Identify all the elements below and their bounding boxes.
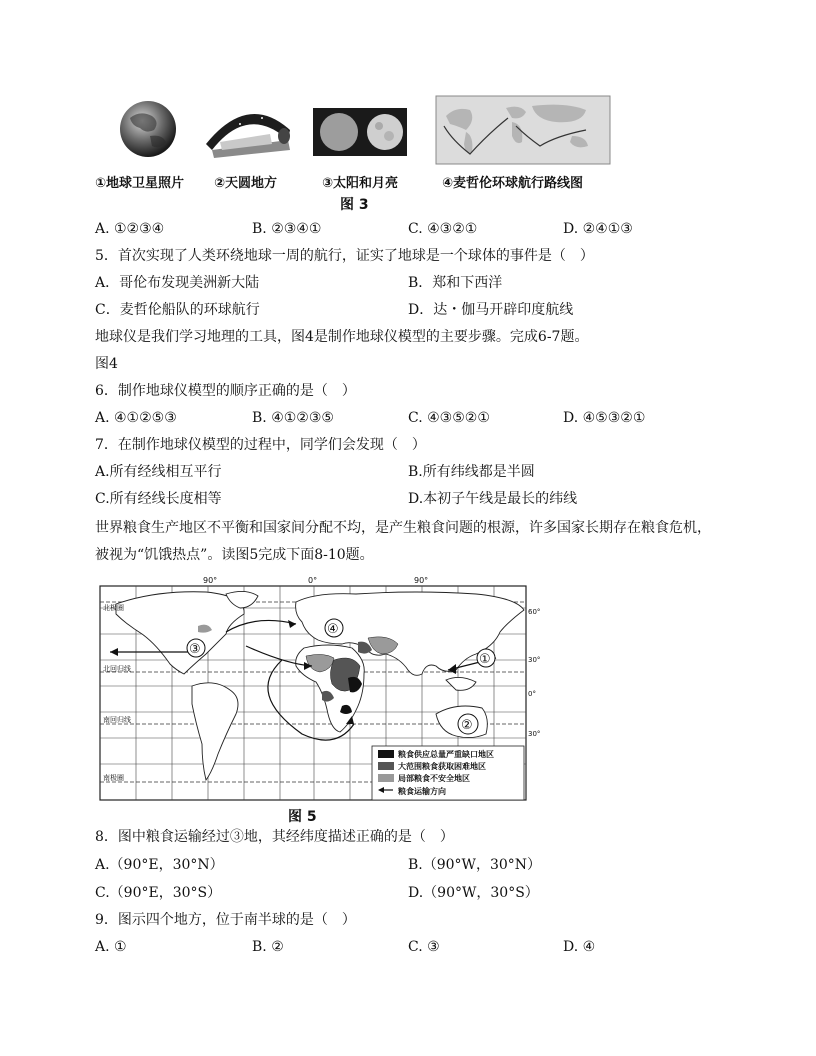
map-right-label-60: 60° xyxy=(528,608,541,616)
q8-option-b: B.（90°W，30°N） xyxy=(408,857,542,873)
label-tropic-cancer: 北回归线 xyxy=(103,665,131,673)
marker-3: ③ xyxy=(189,642,201,657)
legend-local-label: 局部粮食不安全地区 xyxy=(398,774,470,783)
label-arctic-circle: 北极圈 xyxy=(103,604,124,612)
map-top-label-0: 0° xyxy=(308,576,318,585)
q6-option-b: B. ④①②③⑤ xyxy=(252,410,334,426)
q6-option-d: D. ④⑤③②① xyxy=(563,410,646,426)
legend-swatch-severe xyxy=(378,750,394,758)
q9-option-c: C. ③ xyxy=(408,939,440,955)
q4-option-c: C. ④③②① xyxy=(408,221,478,237)
figure-3-caption-3: ③太阳和月亮 xyxy=(322,176,399,191)
map-right-label-30s: 30° xyxy=(528,730,541,738)
legend-swatch-local xyxy=(378,774,394,782)
q7-stem: 7．在制作地球仪模型的过程中，同学们会发现（ ） xyxy=(95,437,426,453)
q4-option-d: D. ②④①③ xyxy=(563,221,633,237)
map-right-label-0: 0° xyxy=(528,690,536,698)
map-top-label-90w: 90° xyxy=(203,576,218,585)
intro-8-10-line-2: 被视为“饥饿热点”。读图5完成下面8-10题。 xyxy=(95,547,374,563)
q5-option-d: D．达・伽马开辟印度航线 xyxy=(408,302,574,318)
q9-option-d: D. ④ xyxy=(563,939,596,955)
tianyuan-difang-image xyxy=(200,100,296,158)
q5-option-a: A．哥伦布发现美洲新大陆 xyxy=(95,275,260,291)
label-antarctic-circle: 南极圈 xyxy=(103,774,124,782)
q9-option-b: B. ② xyxy=(252,939,284,955)
earth-photo-image xyxy=(110,100,186,158)
map-legend xyxy=(372,746,524,800)
figure-3-label: 图 3 xyxy=(340,197,369,213)
figure-4-label: 图4 xyxy=(95,356,118,372)
legend-wide-label: 大范围粮食获取困难地区 xyxy=(398,762,486,771)
intro-6-7: 地球仪是我们学习地理的工具，图4是制作地球仪模型的主要步骤。完成6-7题。 xyxy=(95,329,589,345)
q5-stem: 5．首次实现了人类环绕地球一周的航行，证实了地球是一个球体的事件是（ ） xyxy=(95,248,594,264)
q6-option-c: C. ④③⑤②① xyxy=(408,410,490,426)
figure-3-caption-2: ②天圆地方 xyxy=(214,176,278,191)
figure-3-caption-1: ①地球卫星照片 xyxy=(95,176,185,191)
q8-option-a: A.（90°E，30°N） xyxy=(95,857,224,873)
q7-option-c: C.所有经线长度相等 xyxy=(95,491,222,507)
q6-option-a: A. ④①②⑤③ xyxy=(95,410,177,426)
figure-3-caption-4: ④麦哲伦环球航行路线图 xyxy=(442,176,584,191)
q7-option-b: B.所有纬线都是半圆 xyxy=(408,464,535,480)
q9-option-a: A. ① xyxy=(95,939,127,955)
magellan-route-image xyxy=(436,96,610,164)
map-top-label-90e: 90° xyxy=(414,576,429,585)
q8-option-d: D.（90°W，30°S） xyxy=(408,885,539,901)
map-right-label-30n: 30° xyxy=(528,656,541,664)
figure-5-map xyxy=(96,574,541,806)
q9-stem: 9．图示四个地方，位于南半球的是（ ） xyxy=(95,912,356,928)
q7-option-d: D.本初子午线是最长的纬线 xyxy=(408,491,578,507)
label-tropic-capricorn: 南回归线 xyxy=(103,716,131,724)
q8-stem: 8．图中粮食运输经过③地，其经纬度描述正确的是（ ） xyxy=(95,829,454,845)
figure-5-label: 图 5 xyxy=(288,809,317,825)
q5-option-c: C．麦哲伦船队的环球航行 xyxy=(95,302,260,318)
marker-2: ② xyxy=(461,718,473,733)
legend-transport-label: 粮食运输方向 xyxy=(398,787,446,796)
legend-swatch-wide xyxy=(378,762,394,770)
sun-moon-image xyxy=(313,108,407,156)
q5-option-b: B．郑和下西洋 xyxy=(408,275,503,291)
q4-option-b: B. ②③④① xyxy=(252,221,322,237)
marker-1: ① xyxy=(479,652,491,667)
q7-option-a: A.所有经线相互平行 xyxy=(95,464,222,480)
q6-stem: 6．制作地球仪模型的顺序正确的是（ ） xyxy=(95,383,356,399)
q4-option-a: A. ①②③④ xyxy=(95,221,165,237)
q8-option-c: C.（90°E，30°S） xyxy=(95,885,222,901)
legend-severe-label: 粮食供应总量严重缺口地区 xyxy=(398,750,494,759)
intro-8-10-line-1: 世界粮食生产地区不平衡和国家间分配不均，是产生粮食问题的根源，许多国家长期存在粮食危机， xyxy=(95,520,711,536)
marker-4: ④ xyxy=(327,622,339,637)
